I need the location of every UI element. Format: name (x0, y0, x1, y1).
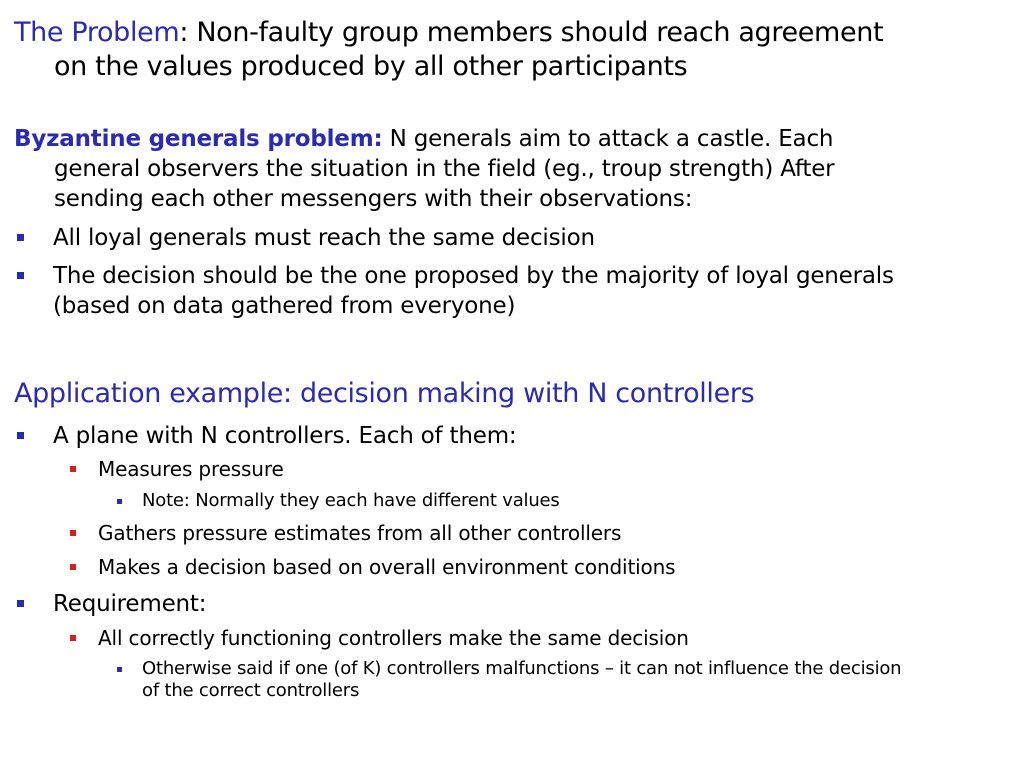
bullet-square-icon (70, 635, 76, 641)
list-item (14, 490, 1014, 512)
bullet-square-icon (117, 667, 122, 672)
bullet-text: Gathers pressure estimates from all other controllers (98, 521, 622, 545)
bullet-text: Makes a decision based on overall environment conditions (98, 555, 676, 579)
bullet-square-icon (17, 234, 24, 241)
list-item (14, 456, 1014, 482)
bullet-text-line1: The decision should be the one proposed by the majority of loyal generals (53, 263, 894, 289)
byzantine-line2: general observers the situation in the field (eg., troup strength) After (54, 156, 835, 182)
list-item (14, 520, 1014, 546)
bullet-text-line1: Otherwise said if one (of K) controllers malfunctions – it can not influence the decision (142, 658, 902, 679)
list-item (14, 261, 1014, 321)
problem-statement (14, 16, 1018, 84)
bullet-text: Note: Normally they each have different values (142, 490, 560, 511)
bullet-text: All correctly functioning controllers make the same decision (98, 626, 689, 650)
bullet-square-icon (117, 499, 122, 504)
application-heading: Application example: decision making with N controllers (14, 378, 755, 409)
problem-text-line1: : Non-faulty group members should reach agreement (179, 17, 884, 48)
byzantine-paragraph (14, 124, 1018, 214)
bullet-text-line2: (based on data gathered from everyone) (53, 293, 516, 319)
bullet-text: Measures pressure (98, 457, 284, 481)
bullet-text: A plane with N controllers. Each of them: (53, 423, 517, 449)
bullet-square-icon (17, 272, 24, 279)
list-item (14, 625, 1014, 651)
byzantine-line3: sending each other messengers with their observations: (54, 186, 693, 212)
byzantine-label: Byzantine generals problem: (14, 126, 383, 152)
list-item (14, 589, 1014, 619)
bullet-square-icon (70, 530, 76, 536)
bullet-square-icon (70, 466, 76, 472)
byzantine-line1: N generals aim to attack a castle. Each (382, 126, 834, 152)
bullet-square-icon (17, 600, 24, 607)
bullet-text-line2: of the correct controllers (142, 680, 360, 701)
problem-text-line2: on the values produced by all other participants (54, 51, 688, 82)
list-item (14, 658, 1014, 702)
bullet-text: All loyal generals must reach the same decision (53, 225, 595, 251)
list-item (14, 223, 1014, 253)
problem-label: The Problem (14, 17, 180, 48)
bullet-text: Requirement: (53, 591, 207, 617)
list-item (14, 554, 1014, 580)
list-item (14, 421, 1014, 451)
bullet-square-icon (17, 432, 24, 439)
bullet-square-icon (70, 564, 76, 570)
